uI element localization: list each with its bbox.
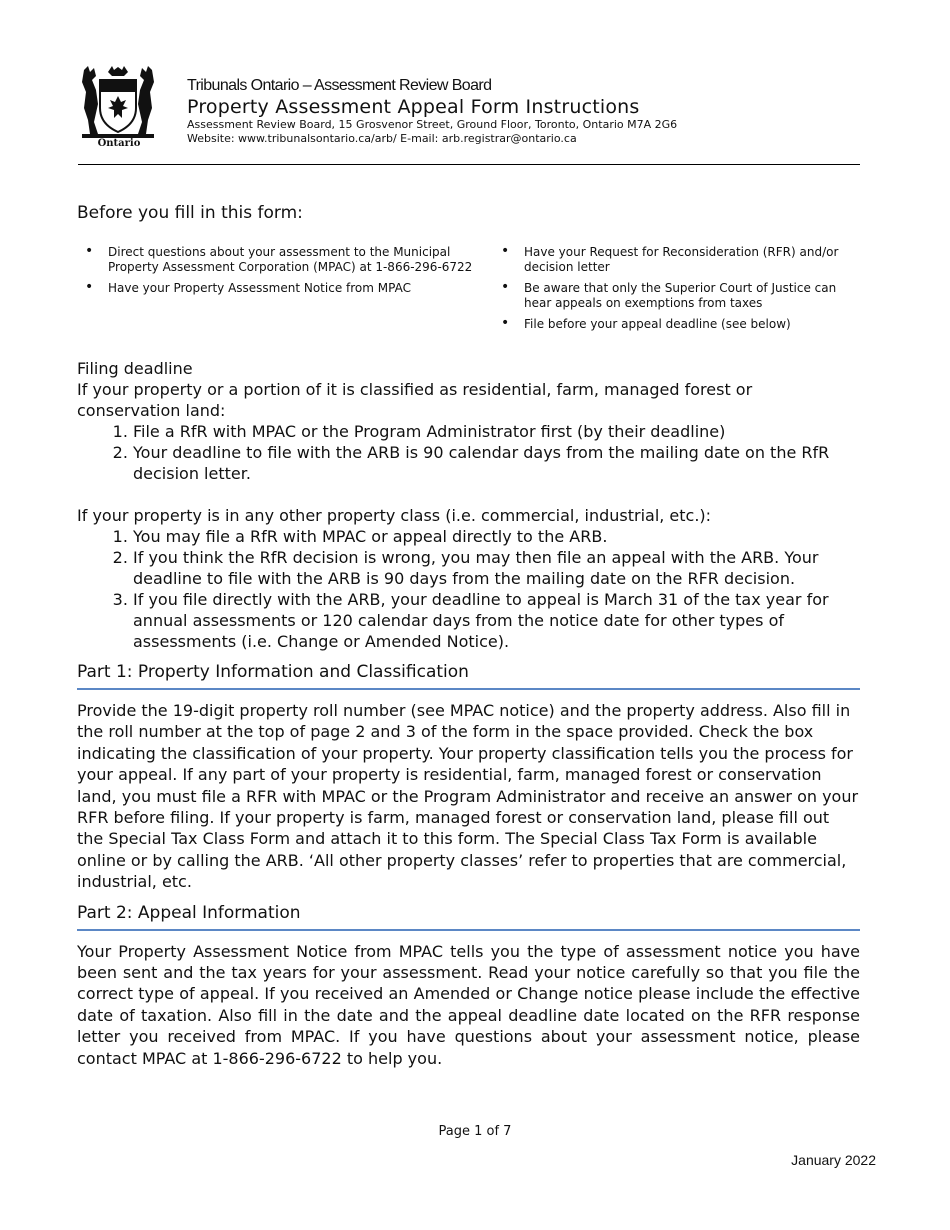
part1-body: Provide the 19-digit property roll number (see MPAC notice) and the property address. Also fill in the roll number at the top of page 2 and 3 of the form in the space provided. Check the box indicating the classification of your property. Your property classification tells you the process for your appeal. If any part of your property is residential, farm, managed forest or conservation land, you must file a RFR with MPAC or the Program Administrator and receive an answer on your RFR before filing. If your property is farm, managed forest or conservation land, please fill out the Special Tax Class Form and attach it to this form. The Special Class Tax Form is available online or by calling the ARB. ‘All other property classes’ refer to properties that are commercial, industrial, etc. [77, 701, 859, 892]
part2-heading: Part 2: Appeal Information [77, 903, 860, 931]
list-item: 2. If you think the RfR decision is wrong, you may then file an appeal with the ARB. Your deadline to file with the ARB is 90 days from the mailing date on the RFR decision. [133, 547, 860, 589]
list-item: • Direct questions about your assessment to the Municipal Property Assessment Corporation (MPAC) at 1-866-296-6722 [77, 245, 493, 275]
document-title: Property Assessment Appeal Form Instructions [187, 96, 640, 118]
header-text-block [187, 76, 677, 146]
checklist-left-column [77, 245, 493, 338]
ontario-coat-of-arms-logo [78, 64, 158, 154]
page-number: Page 1 of 7 [438, 1124, 512, 1139]
list-item: • Have your Property Assessment Notice from MPAC [77, 281, 493, 296]
list-item: 1. You may file a RfR with MPAC or appeal directly to the ARB. [133, 526, 860, 547]
list-item: 3. If you file directly with the ARB, your deadline to appeal is March 31 of the tax year for annual assessments or 120 calendar days from the notice date for other types of assessments (i.e. Change or Amended Notice). [133, 589, 860, 652]
other-class-intro: If your property is in any other property class (i.e. commercial, industrial, etc.): [77, 506, 712, 525]
coat-of-arms-icon [78, 64, 158, 138]
filing-deadline-section [77, 358, 860, 652]
page-header [78, 64, 860, 164]
page-content [77, 203, 860, 1069]
part1-heading: Part 1: Property Information and Classification [77, 662, 860, 690]
part2-body: Your Property Assessment Notice from MPAC tells you the type of assessment notice you have been sent and the tax years for your assessment. Read your notice carefully so that you file the correct type of appeal. If you received an Amended or Change notice please include the effective date of taxation. Also fill in the date and the appeal deadline date located on the RFR response letter you received from MPAC. If you have questions about your assessment notice, please contact MPAC at 1-866-296-6722 to help you. [77, 941, 860, 1068]
list-item: • Have your Request for Reconsideration (RFR) and/or decision letter [493, 245, 860, 275]
header-divider [78, 164, 860, 165]
residential-intro: If your property or a portion of it is classified as residential, farm, managed forest or conservation land: [77, 380, 753, 420]
filing-heading: Filing deadline [77, 359, 193, 378]
board-address: Assessment Review Board, 15 Grosvenor Street, Ground Floor, Toronto, Ontario M7A 2G6 [187, 118, 678, 131]
list-item: 1. File a RfR with MPAC or the Program Administrator first (by their deadline) [133, 421, 860, 442]
revision-date: January 2022 [791, 1152, 876, 1168]
before-heading: Before you fill in this form: [77, 203, 303, 223]
list-item: • Be aware that only the Superior Court of Justice can hear appeals on exemptions from taxes [493, 281, 860, 311]
residential-steps [77, 421, 860, 484]
logo-wordmark: Ontario [97, 138, 141, 149]
other-class-steps [77, 526, 860, 652]
checklist-right-column [493, 245, 860, 338]
list-item: • File before your appeal deadline (see below) [493, 317, 860, 332]
spacer [77, 484, 860, 505]
contact-info: Website: www.tribunalsontario.ca/arb/ E-mail: arb.registrar@ontario.ca [187, 132, 577, 145]
organization-name: Tribunals Ontario – Assessment Review Board [187, 77, 492, 94]
before-checklist [77, 245, 860, 338]
list-item: 2. Your deadline to file with the ARB is 90 calendar days from the mailing date on the RfR decision letter. [133, 442, 860, 484]
